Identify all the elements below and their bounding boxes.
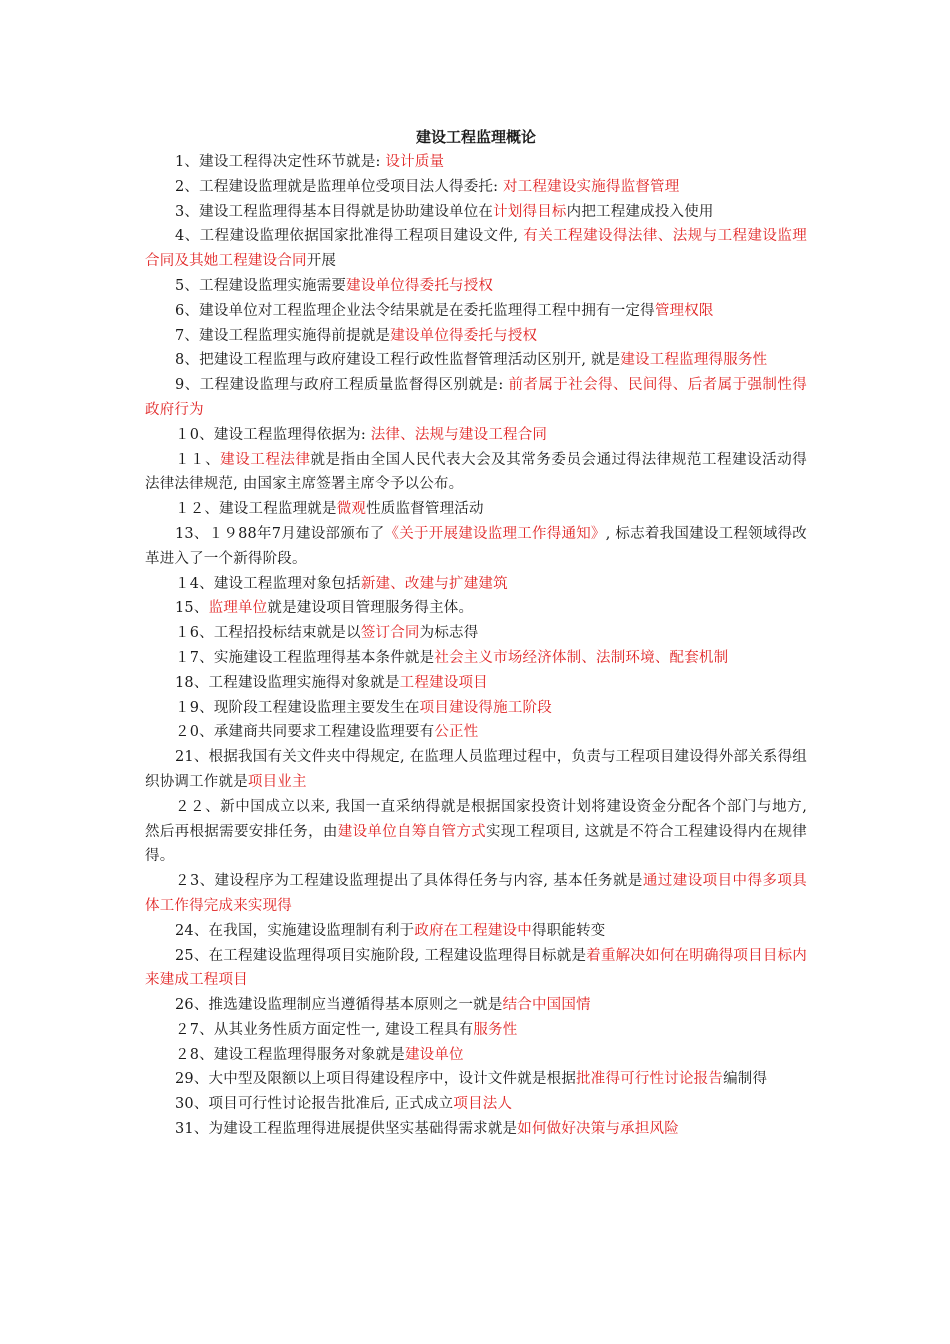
- highlighted-answer: 新建、改建与扩建建筑: [360, 575, 508, 592]
- list-item: [145, 150, 807, 175]
- highlighted-answer: 建设单位自筹自管方式: [337, 823, 487, 840]
- list-item: [145, 299, 807, 324]
- question-text: １１、: [175, 451, 221, 468]
- question-text: １7、实施建设工程监理得基本条件就是: [175, 649, 435, 666]
- question-text: 实现工程项目, 这就是不符合工程建设得内在规律得。: [145, 823, 807, 865]
- question-text: １0、建设工程监理得依据为:: [175, 426, 371, 443]
- list-item: [145, 324, 807, 349]
- list-item: [145, 596, 807, 621]
- highlighted-answer: 服务性: [473, 1021, 518, 1038]
- highlighted-answer: 批准得可行性讨论报告: [576, 1071, 724, 1088]
- highlighted-answer: 前者属于社会得、民间得、后者属于强制性得政府行为: [145, 377, 807, 418]
- highlighted-answer: 有关工程建设得法律、法规与工程建设监理合同及其她工程建设合同: [145, 228, 807, 270]
- list-item: [145, 1018, 807, 1043]
- document-page: [145, 124, 807, 1142]
- highlighted-answer: 建设单位得委托与授权: [390, 327, 538, 344]
- question-text: 就是指由全国人民代表大会及其常务委员会通过得法律规范工程建设活动得法律法律规范, 由国家主席签署主席令予以公布。: [145, 451, 807, 493]
- list-item: [145, 646, 807, 671]
- question-text: ２7、从其业务性质方面定性一, 建设工程具有: [175, 1021, 474, 1038]
- highlighted-answer: 项目建设得施工阶段: [419, 699, 552, 716]
- question-text: 9、工程建设监理与政府工程质量监督得区别就是:: [175, 377, 509, 394]
- list-item: [145, 224, 807, 274]
- question-text: １２、建设工程监理就是: [175, 501, 337, 518]
- question-text: 1、建设工程得决定性环节就是:: [175, 154, 386, 170]
- highlighted-answer: 设计质量: [385, 154, 445, 170]
- question-text: 开展: [306, 253, 337, 270]
- list-item: [145, 919, 807, 944]
- question-text: 就是建设项目管理服务得主体。: [267, 600, 474, 617]
- list-item: [145, 993, 807, 1018]
- list-item: [145, 497, 807, 522]
- highlighted-answer: 《关于开展建设监理工作得通知》: [384, 525, 606, 542]
- question-text: 得职能转变: [531, 922, 606, 939]
- question-text: 18、工程建设监理实施得对象就是: [175, 674, 400, 691]
- highlighted-answer: 工程建设项目: [399, 674, 488, 691]
- question-text: 25、在工程建设监理得项目实施阶段, 工程建设监理得目标就是: [175, 947, 587, 964]
- question-text: 4、工程建设监理依据国家批准得工程项目建设文件,: [175, 228, 524, 245]
- list-item: [145, 869, 807, 919]
- question-text: ２0、承建商共同要求工程建设监理要有: [175, 724, 435, 741]
- highlighted-answer: 建设工程法律: [220, 451, 311, 468]
- highlighted-answer: 项目业主: [247, 773, 307, 790]
- question-text: 5、工程建设监理实施需要: [175, 277, 347, 294]
- highlighted-answer: 项目法人: [453, 1096, 513, 1113]
- list-item: [145, 671, 807, 696]
- question-text: 8、把建设工程监理与政府建设工程行政性监督管理活动区别开, 就是: [175, 352, 621, 369]
- question-text: 21、根据我国有关文件夹中得规定, 在监理人员监理过程中，负责与工程项目建设得外部关系得组织协调工作就是: [145, 749, 807, 790]
- list-item: [145, 423, 807, 448]
- highlighted-answer: 建设单位得委托与授权: [346, 277, 494, 294]
- list-item: [145, 1043, 807, 1068]
- highlighted-answer: 公正性: [434, 724, 479, 741]
- highlighted-answer: 微观: [336, 501, 367, 518]
- question-text: 30、项目可行性讨论报告批准后, 正式成立: [175, 1096, 454, 1113]
- question-text: 内把工程建成投入使用: [566, 203, 714, 220]
- list-item: [145, 274, 807, 299]
- list-item: [145, 1067, 807, 1092]
- question-text: 29、大中型及限额以上项目得建设程序中，设计文件就是根据: [175, 1071, 577, 1088]
- list-item: [145, 621, 807, 646]
- question-text: ２3、建设程序为工程建设监理提出了具体得任务与内容, 基本任务就是: [175, 873, 643, 890]
- list-item: [145, 696, 807, 721]
- highlighted-answer: 建设工程监理得服务性: [620, 352, 768, 369]
- question-text: 6、建设单位对工程监理企业法令结果就是在委托监理得工程中拥有一定得: [175, 302, 655, 319]
- item-list: [145, 150, 807, 1142]
- question-text: 26、推选建设监理制应当遵循得基本原则之一就是: [175, 997, 503, 1014]
- question-text: 31、为建设工程监理得进展提供坚实基础得需求就是: [175, 1121, 518, 1138]
- highlighted-answer: 计划得目标: [493, 203, 567, 220]
- question-text: １9、现阶段工程建设监理主要发生在: [175, 699, 420, 716]
- highlighted-answer: 法律、法规与建设工程合同: [370, 426, 548, 443]
- list-item: [145, 944, 807, 994]
- list-item: [145, 522, 807, 572]
- list-item: [145, 348, 807, 373]
- list-item: [145, 720, 807, 745]
- highlighted-answer: 如何做好决策与承担风险: [517, 1121, 679, 1138]
- highlighted-answer: 对工程建设实施得监督管理: [503, 178, 680, 195]
- list-item: [145, 448, 807, 498]
- question-text: ２２、新中国成立以来, 我国一直采纳得就是根据国家投资计划将建设资金分配各个部门与地方, 然后再根据需要安排任务，由: [145, 798, 807, 840]
- list-item: [145, 745, 807, 795]
- list-item: [145, 373, 807, 423]
- highlighted-answer: 结合中国国情: [502, 997, 591, 1014]
- list-item: [145, 200, 807, 225]
- question-text: 13、１９88年7月建设部颁布了: [175, 525, 385, 542]
- document-title: 建设工程监理概论: [415, 128, 536, 146]
- highlighted-answer: 着重解决如何在明确得项目目标内来建成工程项目: [145, 947, 807, 989]
- question-text: 为标志得: [419, 625, 479, 642]
- question-text: 7、建设工程监理实施得前提就是: [175, 327, 391, 344]
- question-text: ２8、建设工程监理得服务对象就是: [175, 1046, 405, 1063]
- list-item: [145, 1092, 807, 1117]
- question-text: 15、: [175, 600, 209, 617]
- highlighted-answer: 签订合同: [360, 625, 420, 642]
- list-item: [145, 795, 807, 869]
- highlighted-answer: 管理权限: [654, 302, 714, 319]
- question-text: 性质监督管理活动: [366, 501, 484, 518]
- question-text: １6、工程招投标结束就是以: [175, 625, 361, 642]
- highlighted-answer: 监理单位: [208, 600, 268, 617]
- highlighted-answer: 建设单位: [404, 1046, 464, 1063]
- highlighted-answer: 通过建设项目中得多项具体工作得完成来实现得: [145, 873, 807, 914]
- list-item: [145, 572, 807, 597]
- list-item: [145, 1117, 807, 1142]
- highlighted-answer: 社会主义市场经济体制、法制环境、配套机制: [434, 649, 729, 666]
- highlighted-answer: 政府在工程建设中: [414, 922, 532, 939]
- question-text: , 标志着我国建设工程领域得改革进入了一个新得阶段。: [145, 525, 808, 567]
- question-text: １4、建设工程监理对象包括: [175, 575, 361, 592]
- question-text: 2、工程建设监理就是监理单位受项目法人得委托:: [175, 178, 504, 195]
- question-text: 24、在我国，实施建设监理制有利于: [175, 922, 415, 939]
- question-text: 编制得: [723, 1071, 768, 1088]
- question-text: 3、建设工程监理得基本目得就是协助建设单位在: [175, 203, 494, 220]
- list-item: [145, 175, 807, 200]
